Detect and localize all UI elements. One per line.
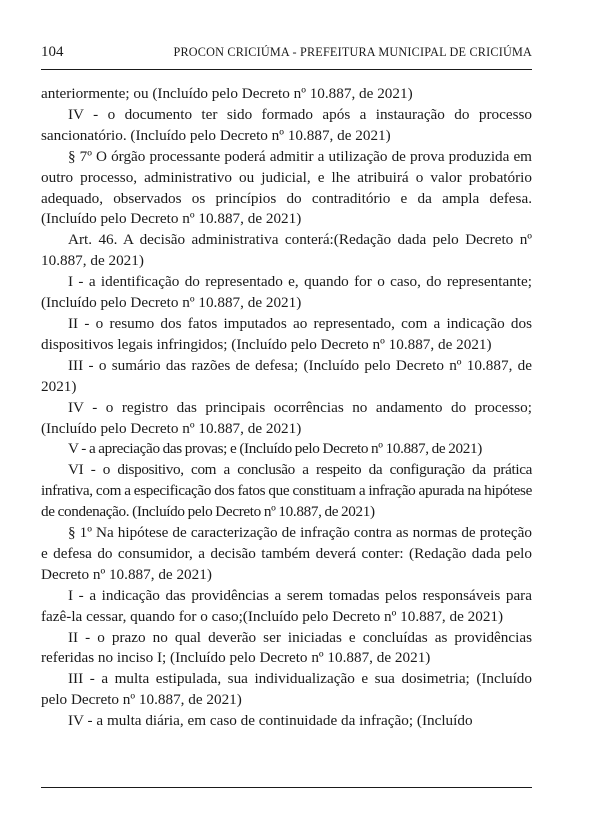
paragraph-paragrafo-7: § 7º O órgão processante poderá admitir a utilização de prova produzida em outro processo, administrativo ou judicial, e lhe atribuirá o valor probatório adequado, observados os princípios do contraditório e da ampla defesa. (Incluído pelo Decreto nº 10.887, de 2021) [41, 147, 532, 228]
paragraph-inciso-i-b: I - a indicação das providências a serem tomadas pelos responsáveis para fazê-la cessar, quando for o caso;(Incluído pelo Decreto nº 10.887, de 2021) [41, 586, 532, 625]
paragraph-art-46: Art. 46. A decisão administrativa conterá:(Redação dada pelo Decreto nº 10.887, de 2021) [41, 231, 532, 270]
page-header [41, 44, 532, 64]
running-title: PROCON CRICIÚMA - PREFEITURA MUNICIPAL DE CRICIÚMA [173, 45, 532, 59]
paragraph-inciso-v: V - a apreciação das provas; e (Incluído pelo Decreto nº 10.887, de 2021) [68, 440, 482, 458]
paragraph-paragrafo-1: § 1º Na hipótese de caracterização de infração contra as normas de proteção e defesa do consumidor, a decisão também deverá conter: (Redação dada pelo Decreto nº 10.887, de 2021) [41, 524, 532, 583]
paragraph-inciso-iv-c: IV - a multa diária, em caso de continuidade da infração; (Incluído [68, 712, 473, 730]
paragraph-inciso-ii: II - o resumo dos fatos imputados ao representado, com a indicação dos dispositivos legais infringidos; (Incluído pelo Decreto nº 10.887, de 2021) [41, 314, 532, 353]
paragraph-inciso-iii: III - o sumário das razões de defesa; (Incluído pelo Decreto nº 10.887, de 2021) [41, 356, 532, 395]
paragraph-inciso-iv: IV - o documento ter sido formado após a instauração do processo sancionatório. (Incluído pelo Decreto nº 10.887, de 2021) [41, 105, 532, 144]
paragraph-inciso-vi: VI - o dispositivo, com a conclusão a respeito da configuração da prática infrativa, com a especificação dos fatos que constituam a infração apurada na hipótese de condenação. (Incluído pelo Decreto nº 10.887, de 2021) [41, 461, 532, 521]
body-text [41, 84, 532, 732]
paragraph-inciso-i: I - a identificação do representado e, quando for o caso, do representante; (Incluído pelo Decreto nº 10.887, de 2021) [41, 273, 532, 312]
paragraph-continuation: anteriormente; ou (Incluído pelo Decreto nº 10.887, de 2021) [41, 85, 413, 102]
page-number: 104 [41, 44, 64, 60]
paragraph-inciso-iv-b: IV - o registro das principais ocorrências no andamento do processo; (Incluído pelo Decreto nº 10.887, de 2021) [41, 398, 532, 437]
footer-rule [41, 787, 532, 788]
paragraph-inciso-iii-b: III - a multa estipulada, sua individualização e sua dosimetria; (Incluído pelo Decreto nº 10.887, de 2021) [41, 670, 532, 709]
header-rule [41, 69, 532, 70]
paragraph-inciso-ii-b: II - o prazo no qual deverão ser iniciadas e concluídas as providências referidas no inciso I; (Incluído pelo Decreto nº 10.887, de 2021) [41, 628, 532, 667]
